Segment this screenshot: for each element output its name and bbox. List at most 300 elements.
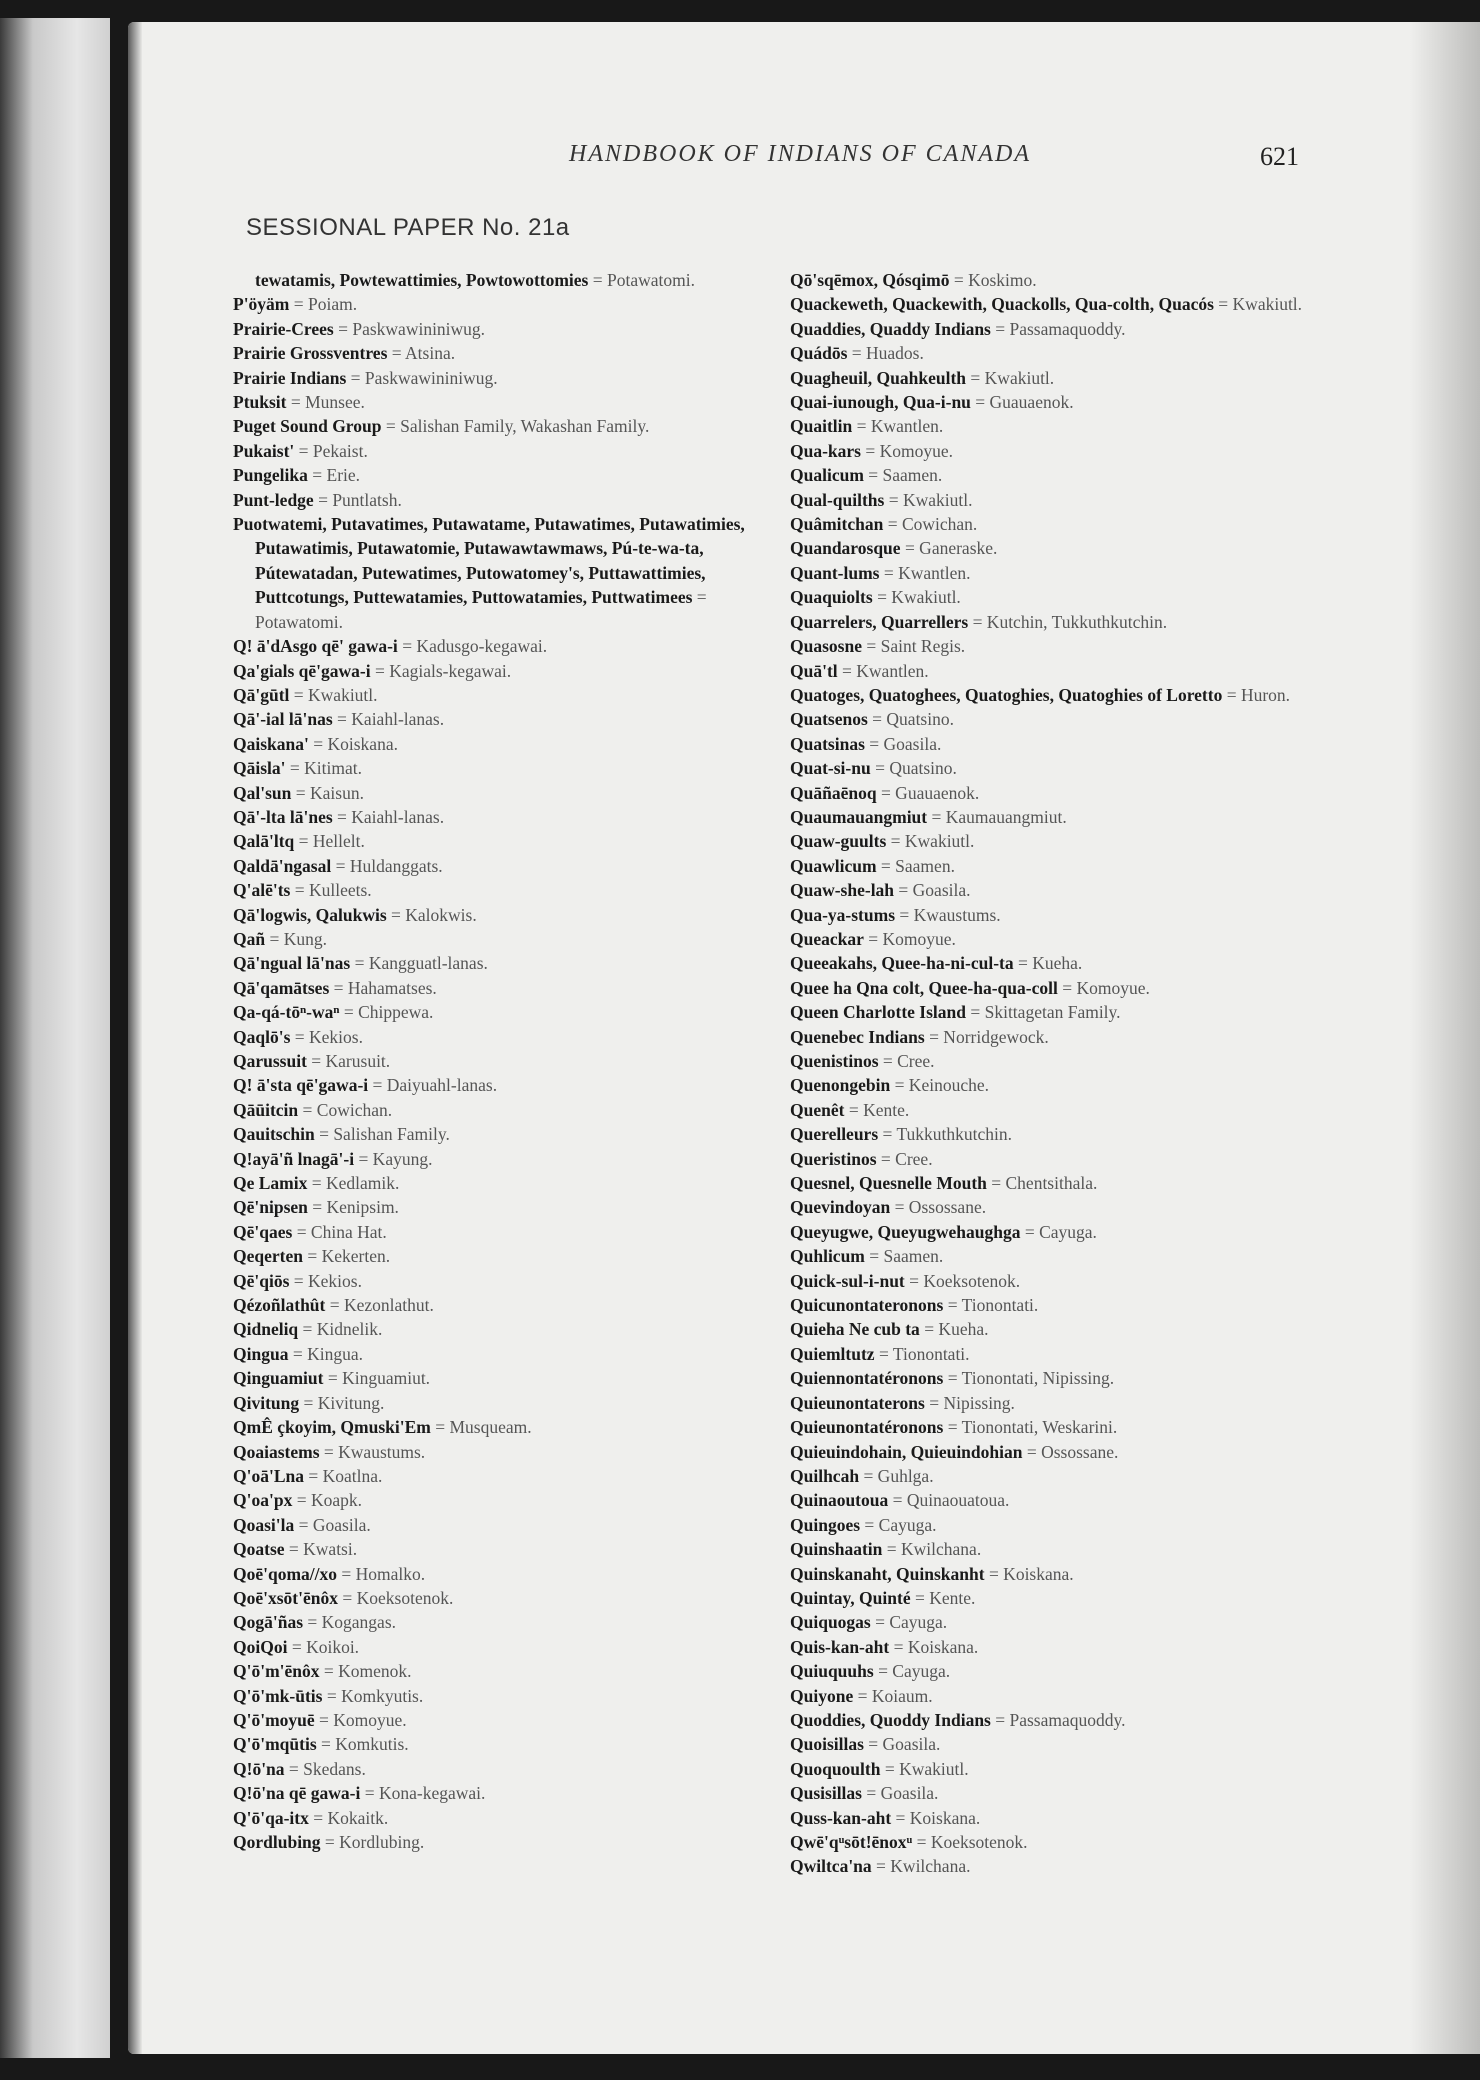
glossary-entry (233, 1122, 753, 1146)
entry-term: Quackeweth, Quackewith, Quackolls, Qua-colth, Quacós (790, 294, 1214, 315)
entry-term: Quhlicum (790, 1246, 865, 1267)
glossary-entry (790, 1293, 1318, 1317)
entry-term: Quoisillas (790, 1734, 864, 1755)
entry-reference: = Kaisun. (295, 782, 364, 803)
entry-reference: = Salishan Family, Wakashan Family. (385, 416, 650, 437)
entry-term: Qua-ya-stums (790, 904, 896, 925)
entry-reference: = Munsee. (290, 392, 365, 413)
entry-reference: = Tionontati, Weskarini. (947, 1417, 1118, 1438)
glossary-entry (233, 854, 753, 878)
entry-term: Qa'gials qē'gawa-i (233, 660, 371, 681)
entry-term: Quâmitchan (790, 514, 884, 535)
entry-reference: = Saamen. (868, 465, 943, 486)
glossary-entry (790, 903, 1318, 927)
entry-term: Qañ (233, 928, 266, 949)
glossary-entry (233, 439, 753, 463)
entry-reference: = Huron. (1226, 684, 1291, 705)
entry-reference: = Kordlubing. (324, 1832, 425, 1852)
entry-term: P'öyäm (233, 294, 290, 315)
entry-term: Prairie Indians (233, 367, 347, 388)
glossary-entry (790, 756, 1318, 780)
entry-term: Quis-kan-aht (790, 1636, 890, 1657)
entry-term: Qā'ngual lā'nas (233, 953, 351, 974)
entry-term: Quieunontaterons (790, 1392, 925, 1413)
glossary-entry (233, 512, 753, 634)
glossary-entry (233, 634, 753, 658)
entry-term: Qidneliq (233, 1319, 299, 1340)
entry-reference: = Ossossane. (894, 1197, 987, 1218)
entry-reference: = Passamaquoddy. (995, 1709, 1126, 1730)
entry-term: Quaw-guults (790, 831, 887, 852)
glossary-entry (790, 561, 1318, 585)
entry-term: Ptuksit (233, 392, 287, 413)
entry-term: Queristinos (790, 1148, 877, 1169)
entry-reference: = Komoyue. (865, 440, 953, 461)
entry-term: Quaquiolts (790, 587, 873, 608)
entry-term: Q'ō'mqūtis (233, 1734, 317, 1755)
entry-term: Quatsinas (790, 733, 865, 754)
entry-term: Q!ō'na (233, 1758, 285, 1779)
entry-reference: = Koiskana. (893, 1636, 979, 1657)
glossary-entry (233, 1342, 753, 1366)
glossary-entry (790, 1830, 1318, 1854)
entry-term: Qordlubing (233, 1832, 321, 1852)
glossary-entry (233, 341, 753, 365)
entry-term: Prairie-Crees (233, 318, 334, 339)
glossary-entry (790, 829, 1318, 853)
glossary-entry (233, 268, 753, 292)
glossary-entry (790, 1488, 1318, 1512)
entry-reference: = Kayung. (358, 1148, 433, 1169)
entry-reference: = Chentsithala. (991, 1173, 1098, 1194)
entry-term: Quevindoyan (790, 1197, 891, 1218)
page-number: 621 (1260, 142, 1299, 171)
glossary-entry (233, 414, 753, 438)
entry-reference: = Paskwawininiwug. (338, 318, 486, 339)
glossary-entry (233, 1488, 753, 1512)
entry-term: Quieunontatéronons (790, 1417, 944, 1438)
entry-term: Qualicum (790, 465, 864, 486)
glossary-entry (233, 732, 753, 756)
facing-page-edge (0, 18, 110, 2058)
glossary-entry (790, 927, 1318, 951)
entry-term: Quiquogas (790, 1612, 871, 1633)
glossary-entry (790, 805, 1318, 829)
entry-term: Q! ā'dAsgo qē' gawa-i (233, 636, 398, 657)
entry-term: Qwē'qᵘsōt!ēnoxᵘ (790, 1832, 913, 1852)
entry-term: Quaw-she-lah (790, 880, 895, 901)
entry-reference: = Passamaquoddy. (995, 318, 1126, 339)
glossary-entry (790, 1415, 1318, 1439)
entry-reference: = Norridgewock. (929, 1026, 1049, 1047)
entry-reference: = Guauaenok. (975, 392, 1074, 413)
glossary-entry (790, 1195, 1318, 1219)
entry-reference: = Kwilchana. (876, 1856, 971, 1877)
glossary-entry (233, 1195, 753, 1219)
glossary-entry (233, 1659, 753, 1683)
entry-reference: = Saamen. (869, 1246, 944, 1267)
entry-reference: = Koapk. (296, 1490, 362, 1511)
entry-reference: = Kueha. (924, 1319, 989, 1340)
entry-reference: = Hahamatses. (333, 977, 437, 998)
glossary-entry (790, 1244, 1318, 1268)
entry-term: Qā'-lta lā'nes (233, 806, 333, 827)
entry-reference: = Cayuga. (875, 1612, 948, 1633)
glossary-entry (790, 1659, 1318, 1683)
entry-reference: = Skedans. (288, 1758, 366, 1779)
entry-term: Q!ayā'ñ lnagā'-i (233, 1148, 355, 1169)
entry-term: Qoē'qoma//xo (233, 1563, 338, 1584)
entry-reference: = Kutchin, Tukkuthkutchin. (972, 611, 1168, 632)
entry-term: Q! ā'sta qē'gawa-i (233, 1075, 369, 1096)
glossary-entry (790, 1366, 1318, 1390)
entry-term: Qāūitcin (233, 1099, 299, 1120)
entry-reference: = Poiam. (293, 294, 358, 315)
entry-reference: = Koeksotenok. (909, 1270, 1021, 1291)
entry-term: Quandarosque (790, 538, 901, 559)
glossary-entry (233, 1317, 753, 1341)
glossary-entry (233, 1830, 753, 1854)
glossary-entry (233, 390, 753, 414)
glossary-entry (233, 1366, 753, 1390)
entry-term: Qō'sqēmox, Qósqimō (790, 270, 950, 290)
glossary-entry (233, 903, 753, 927)
glossary-entry (790, 1342, 1318, 1366)
entry-reference: = Kwakiutl. (970, 367, 1055, 388)
glossary-entry (233, 1293, 753, 1317)
entry-term: Quā'tl (790, 660, 838, 681)
entry-reference: = Koiaum. (857, 1685, 933, 1706)
glossary-entry (233, 1537, 753, 1561)
entry-term: Quenebec Indians (790, 1026, 925, 1047)
entry-term: Quádōs (790, 343, 848, 364)
entry-reference: = Kitimat. (289, 758, 362, 779)
entry-reference: = Tukkuthkutchin. (882, 1124, 1012, 1145)
entry-reference: = Koikoi. (291, 1636, 360, 1657)
entry-reference: = Saamen. (880, 855, 955, 876)
entry-reference: = Kwakiutl. (888, 489, 973, 510)
left-column (233, 268, 753, 1854)
entry-reference: = Tionontati, Nipissing. (947, 1368, 1115, 1389)
glossary-entry (233, 1781, 753, 1805)
sessional-paper-label: SESSIONAL PAPER No. 21a (246, 214, 570, 241)
glossary-entry (790, 1269, 1318, 1293)
entry-term: Q'ō'm'ēnôx (233, 1661, 320, 1682)
entry-term: Quoquoulth (790, 1758, 881, 1779)
glossary-entry (790, 1806, 1318, 1830)
glossary-entry (233, 805, 753, 829)
entry-reference: = Guauaenok. (880, 782, 980, 803)
glossary-entry (790, 1025, 1318, 1049)
glossary-entry (233, 878, 753, 902)
glossary-entry (233, 1147, 753, 1171)
entry-term: tewatamis, Powtewattimies, Powtowottomies (255, 270, 589, 290)
glossary-entry (790, 707, 1318, 731)
glossary-entry (790, 1757, 1318, 1781)
entry-term: Punt-ledge (233, 489, 314, 510)
entry-term: Quinskanaht, Quinskanht (790, 1563, 985, 1584)
entry-reference: = Kwantlen. (842, 660, 929, 681)
glossary-entry (233, 927, 753, 951)
entry-reference: = Koatlna. (308, 1465, 383, 1486)
entry-reference: = Cayuga. (864, 1514, 937, 1535)
entry-term: Quiemltutz (790, 1343, 875, 1364)
entry-reference: = Koeksotenok. (342, 1587, 454, 1608)
entry-reference: = Koeksotenok. (916, 1832, 1028, 1852)
entry-term: Q'alē'ts (233, 880, 291, 901)
entry-reference: = Kwaustums. (899, 904, 1001, 925)
entry-term: Quilhcah (790, 1465, 860, 1486)
entry-term: Qā'-ial lā'nas (233, 709, 333, 730)
glossary-entry (790, 1562, 1318, 1586)
entry-term: Querelleurs (790, 1124, 879, 1145)
entry-reference: = Goasila. (898, 880, 971, 901)
entry-reference: = Kueha. (1018, 953, 1083, 974)
glossary-entry (233, 1562, 753, 1586)
entry-term: Quāñaēnoq (790, 782, 877, 803)
entry-term: Puotwatemi, Putavatimes, Putawatame, Putawatimes, Putawatimies, Putawatimis, Putawatomie, Putawawtawmaws, Pú-te-wa-ta, Pútewatadan, Putewatimes, Putowatomey's, Puttawattimies, Puttcotungs, Puttewatamies, Puttowatamies, Puttwatimees (233, 514, 745, 608)
glossary-entry (790, 366, 1318, 390)
entry-reference: = Kekios. (294, 1026, 363, 1047)
entry-reference: = Komoyue. (1062, 977, 1150, 998)
entry-term: Qā'qamātses (233, 977, 330, 998)
entry-reference: = Hellelt. (298, 831, 365, 852)
glossary-entry (233, 707, 753, 731)
glossary-entry (790, 463, 1318, 487)
entry-term: Queen Charlotte Island (790, 1002, 966, 1023)
glossary-entry (233, 1171, 753, 1195)
entry-term: Quaitlin (790, 416, 853, 437)
entry-reference: = Daiyuahl-lanas. (372, 1075, 498, 1096)
entry-reference: = Atsina. (391, 343, 456, 364)
entry-reference: = Cowichan. (887, 514, 978, 535)
running-title: HANDBOOK OF INDIANS OF CANADA (569, 141, 1031, 167)
entry-reference: = Karusuit. (311, 1051, 391, 1071)
entry-term: Quieha Ne cub ta (790, 1319, 920, 1340)
entry-reference: = Kekios. (293, 1270, 362, 1291)
glossary-entry (790, 1171, 1318, 1195)
entry-reference: = Potawatomi. (592, 270, 695, 290)
glossary-entry (233, 1586, 753, 1610)
entry-term: QoiQoi (233, 1636, 288, 1657)
entry-term: Quoddies, Quoddy Indians (790, 1709, 991, 1730)
entry-reference: = Kagials-kegawai. (374, 660, 512, 681)
entry-reference: = Huados. (851, 343, 924, 364)
entry-term: Q'oā'Lna (233, 1465, 304, 1486)
glossary-entry (790, 1464, 1318, 1488)
glossary-entry (233, 1049, 753, 1073)
entry-term: Qoasi'la (233, 1514, 295, 1535)
entry-term: Q'ō'moyuē (233, 1709, 315, 1730)
entry-reference: = Kogangas. (307, 1612, 397, 1633)
entry-reference: = Erie. (312, 465, 361, 486)
glossary-entry (790, 1000, 1318, 1024)
glossary-entry (790, 341, 1318, 365)
entry-reference: = Kivitung. (303, 1392, 385, 1413)
glossary-entry (233, 659, 753, 683)
entry-term: Qā'logwis, Qalukwis (233, 904, 387, 925)
glossary-entry (233, 1513, 753, 1537)
glossary-entry (790, 610, 1318, 634)
glossary-entry (233, 829, 753, 853)
glossary-entry (233, 317, 753, 341)
glossary-entry (790, 1147, 1318, 1171)
entry-reference: = Pekaist. (298, 440, 368, 461)
entry-term: Quasosne (790, 636, 862, 657)
entry-reference: = Kwakiutl. (1218, 294, 1303, 315)
entry-term: Qē'qiōs (233, 1270, 290, 1291)
entry-reference: = Komoyue. (868, 928, 956, 949)
entry-reference: = Puntlatsh. (318, 489, 402, 510)
glossary-entry (790, 317, 1318, 341)
entry-term: Quieuindohain, Quieuindohian (790, 1441, 1023, 1462)
entry-term: Qaiskana' (233, 733, 309, 754)
entry-term: Quee ha Qna colt, Quee-ha-qua-coll (790, 977, 1058, 998)
entry-reference: = Kwakiutl. (877, 587, 961, 608)
glossary-entry (233, 1440, 753, 1464)
entry-term: Quatoges, Quatoghees, Quatoghies, Quatoghies of Loretto (790, 684, 1223, 705)
glossary-entry (233, 1684, 753, 1708)
entry-term: Quss-kan-aht (790, 1807, 892, 1828)
glossary-entry (233, 463, 753, 487)
entry-reference: = Salishan Family. (319, 1124, 450, 1145)
entry-term: Pukaist' (233, 440, 295, 461)
entry-term: Qe Lamix (233, 1173, 308, 1194)
entry-term: Quat-si-nu (790, 758, 871, 779)
glossary-entry (790, 414, 1318, 438)
entry-reference: = Musqueam. (435, 1417, 532, 1438)
entry-term: Quenêt (790, 1099, 845, 1120)
glossary-entry (233, 1708, 753, 1732)
glossary-entry (233, 781, 753, 805)
glossary-entry (790, 512, 1318, 536)
glossary-entry (790, 268, 1318, 292)
glossary-entry (790, 1708, 1318, 1732)
entry-term: Quaumauangmiut (790, 806, 928, 827)
entry-reference: = Kente. (848, 1099, 910, 1120)
entry-term: Qoē'xsōt'ēnôx (233, 1587, 338, 1608)
glossary-entry (233, 1464, 753, 1488)
entry-reference: = Komkutis. (321, 1734, 409, 1755)
entry-reference: = Kwatsi. (288, 1539, 358, 1560)
entry-term: Qogā'ñas (233, 1612, 304, 1633)
entry-reference: = Komenok. (323, 1661, 412, 1682)
glossary-entry (233, 1244, 753, 1268)
entry-term: Quesnel, Quesnelle Mouth (790, 1173, 987, 1194)
glossary-entry (790, 488, 1318, 512)
entry-reference: = Cree. (882, 1051, 935, 1071)
entry-reference: = Kwakiutl. (884, 1758, 969, 1779)
glossary-entry (233, 683, 753, 707)
glossary-entry (790, 1440, 1318, 1464)
glossary-entry (233, 1732, 753, 1756)
entry-reference: = Tionontati. (947, 1295, 1039, 1316)
entry-reference: = Kangguatl-lanas. (354, 953, 488, 974)
entry-reference: = Koiskana. (895, 1807, 981, 1828)
glossary-entry (790, 292, 1318, 316)
entry-term: Quenongebin (790, 1075, 891, 1096)
glossary-entry (790, 536, 1318, 560)
entry-term: QmÊ çkoyim, Qmuski'Em (233, 1417, 431, 1438)
entry-term: Queackar (790, 928, 864, 949)
entry-reference: = Goasila. (869, 733, 942, 754)
entry-reference: = Guhlga. (863, 1465, 934, 1486)
glossary-entry (790, 1586, 1318, 1610)
entry-term: Quingoes (790, 1514, 861, 1535)
entry-term: Quagheuil, Quahkeulth (790, 367, 967, 388)
entry-reference: = Cree. (880, 1148, 933, 1169)
entry-term: Qinguamiut (233, 1368, 324, 1389)
entry-reference: = Skittagetan Family. (970, 1002, 1121, 1023)
entry-term: Qoatse (233, 1539, 285, 1560)
entry-term: Qézoñlathût (233, 1295, 326, 1316)
entry-term: Quiyone (790, 1685, 854, 1706)
glossary-entry (233, 756, 753, 780)
entry-reference: = Kwantlen. (883, 562, 971, 583)
entry-term: Queeakahs, Quee-ha-ni-cul-ta (790, 953, 1014, 974)
entry-reference: = Nipissing. (929, 1392, 1015, 1413)
entry-reference: = Homalko. (341, 1563, 426, 1584)
entry-term: Qa-qá-tōⁿ-waⁿ (233, 1002, 340, 1023)
entry-term: Qauitschin (233, 1124, 315, 1145)
glossary-entry (233, 366, 753, 390)
glossary-entry (233, 1391, 753, 1415)
entry-term: Qeqerten (233, 1246, 303, 1267)
glossary-entry (233, 1757, 753, 1781)
entry-reference: = Kwantlen. (856, 416, 944, 437)
glossary-entry (790, 951, 1318, 975)
entry-reference: = Ganeraske. (904, 538, 998, 559)
entry-term: Puget Sound Group (233, 416, 382, 437)
entry-term: Qaqlō's (233, 1026, 291, 1047)
entry-reference: = Potawatomi. (255, 587, 707, 632)
entry-term: Pungelika (233, 465, 308, 486)
glossary-entry (790, 585, 1318, 609)
entry-term: Quant-lums (790, 562, 880, 583)
entry-term: Qwiltca'na (790, 1856, 872, 1877)
glossary-entry (790, 1049, 1318, 1073)
entry-term: Qā'gūtl (233, 684, 290, 705)
entry-reference: = Paskwawininiwug. (350, 367, 498, 388)
entry-term: Quiennontatéronons (790, 1368, 944, 1389)
entry-term: Quinshaatin (790, 1539, 883, 1560)
entry-reference: = Kaiahl-lanas. (337, 806, 445, 827)
entry-term: Qusisillas (790, 1783, 862, 1804)
entry-term: Q!ō'na qē gawa-i (233, 1783, 361, 1804)
glossary-entry (790, 634, 1318, 658)
glossary-entry (233, 292, 753, 316)
glossary-entry (790, 1854, 1318, 1878)
entry-term: Qē'nipsen (233, 1197, 308, 1218)
entry-term: Qoaiastems (233, 1441, 320, 1462)
entry-reference: = Kaiahl-lanas. (337, 709, 445, 730)
entry-reference: = Kulleets. (294, 880, 372, 901)
glossary-entry (233, 488, 753, 512)
entry-reference: = Koskimo. (953, 270, 1037, 290)
entry-reference: = Kente. (914, 1587, 976, 1608)
entry-reference: = Quatsino. (872, 709, 954, 730)
glossary-entry (790, 1073, 1318, 1097)
glossary-entry (233, 1415, 753, 1439)
entry-reference: = Kona-kegawai. (364, 1783, 486, 1804)
entry-reference: = Komkyutis. (326, 1685, 424, 1706)
glossary-entry (233, 1269, 753, 1293)
glossary-entry (233, 1073, 753, 1097)
glossary-entry (790, 1122, 1318, 1146)
entry-term: Quinaoutoua (790, 1490, 889, 1511)
entry-reference: = Kidnelik. (302, 1319, 383, 1340)
glossary-entry (790, 659, 1318, 683)
